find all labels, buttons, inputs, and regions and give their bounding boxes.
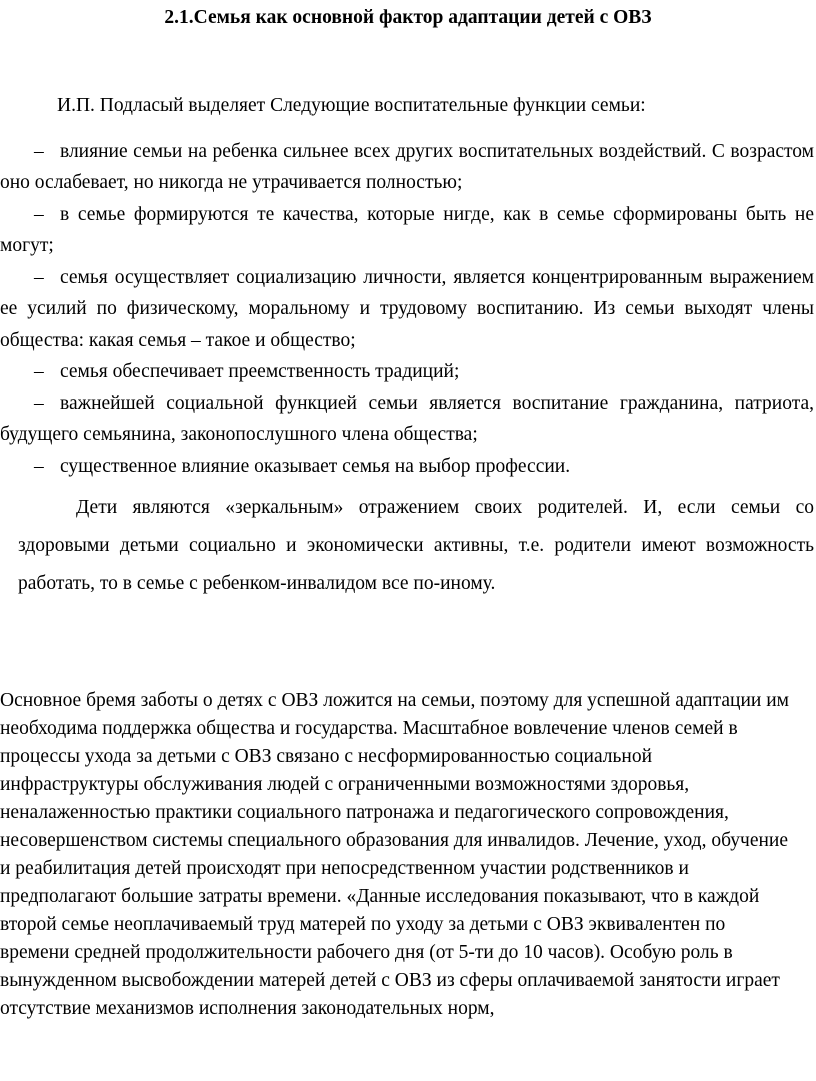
list-item bbox=[0, 136, 814, 199]
intro-paragraph: И.П. Подласый выделяет Следующие воспитательные функции семьи: bbox=[57, 95, 646, 116]
list-item-text: влияние семьи на ребенка сильнее всех других воспитательных воздействий. С возрастом оно ослабевает, но никогда не утрачивается полностью; bbox=[0, 140, 814, 193]
section-title: 2.1.Семья как основной фактор адаптации детей с ОВЗ bbox=[164, 7, 652, 28]
list-item-text: семья осуществляет социализацию личности, является концентрированным выражением ее усилий по физическому, моральному и трудовому воспитанию. Из семьи выходят члены общества: какая семья – такое и общество; bbox=[0, 266, 814, 351]
list-item bbox=[0, 451, 814, 483]
main-paragraph: Основное бремя заботы о детях с ОВЗ ложится на семьи, поэтому для успешной адаптации им необходима поддержка общества и государства. Масштабное вовлечение членов семей в процессы ухода за детьми с ОВЗ связано с несформированностью социальной инфраструктуры обслуживания людей с ограниченными возможностями здоровья, неналаженностью практики социального патронажа и педагогического сопровождения, несовершенством системы специального образования для инвалидов. Лечение, уход, обучение и реабилитация детей происходят при непосредственном участии родственников и предполагают большие затраты времени. «Данные исследования показывают, что в каждой второй семье неоплачиваемый труд матерей по уходу за детьми с ОВЗ эквивалентен по времени средней продолжительности рабочего дня (от 5-ти до 10 часов). Особую роль в вынужденном высвобождении матерей детей с ОВЗ из сферы оплачиваемой занятости играет отсутствие механизмов исполнения законодательных норм, bbox=[0, 690, 789, 1019]
list-item bbox=[0, 388, 814, 451]
dash-bullet: – bbox=[34, 203, 44, 225]
list-item-text: семья обеспечивает преемственность традиций; bbox=[60, 361, 460, 382]
list-item bbox=[0, 356, 814, 388]
list-item-text: в семье формируются те качества, которые нигде, как в семье сформированы быть не могут; bbox=[0, 203, 814, 256]
list-item bbox=[0, 199, 814, 262]
dash-bullet: – bbox=[34, 392, 44, 414]
list-item bbox=[0, 262, 814, 357]
list-item-text: важнейшей социальной функцией семьи является воспитание гражданина, патриота, будущего семьянина, законопослушного члена общества; bbox=[0, 392, 814, 445]
dash-bullet: – bbox=[34, 266, 44, 288]
list-item-text: существенное влияние оказывает семья на выбор профессии. bbox=[60, 455, 571, 477]
dash-bullet: – bbox=[34, 361, 44, 382]
main-section bbox=[0, 687, 790, 1023]
functions-section bbox=[0, 90, 814, 603]
dash-bullet: – bbox=[34, 140, 44, 162]
children-reflection-paragraph: Дети являются «зеркальным» отражением своих родителей. И, если семьи со здоровыми детьми социально и экономически активны, т.е. родители имеют возможность работать, то в семье с ребенком-инвалидом все по-иному. bbox=[18, 497, 814, 594]
dash-bullet: – bbox=[34, 455, 44, 477]
